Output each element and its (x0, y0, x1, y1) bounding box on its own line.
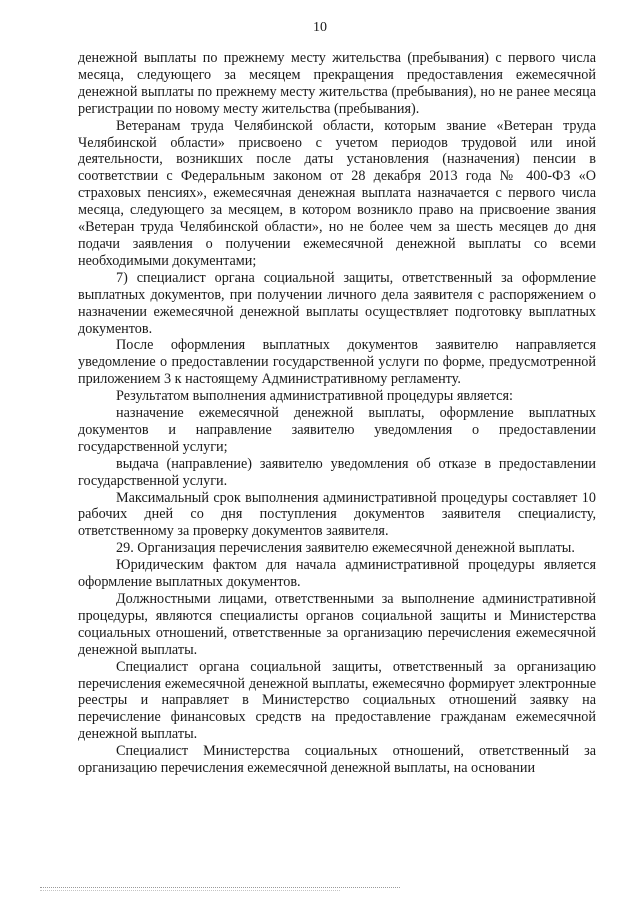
paragraph-result-refusal: выдача (направление) заявителю уведомления об отказе в предоставлении государственной услуги. (78, 455, 596, 489)
page-number: 10 (313, 20, 327, 35)
paragraph-notification: После оформления выплатных документов заявителю направляется уведомление о предоставлении государственной услуги по форме, предусмотренной приложением 3 к настоящему Административному регламенту. (78, 337, 596, 388)
paragraph-result-assignment: назначение ежемесячной денежной выплаты, оформление выплатных документов и направление заявителю уведомления о предоставлении государственной услуги; (78, 405, 596, 455)
paragraph-continuation: денежной выплаты по прежнему месту жительства (пребывания) с первого числа месяца, следующего за месяцем прекращения предоставления ежемесячной денежной выплаты по прежнему месту жительства (пребывания), но не ранее месяца регистрации по новому месту жительства (пребывания). (78, 50, 596, 117)
paragraph-result-heading: Результатом выполнения административной процедуры является: (116, 388, 513, 405)
paragraph-ministry-specialist: Специалист Министерства социальных отношений, ответственный за организацию перечисления ежемесячной денежной выплаты, на основании (78, 743, 596, 777)
paragraph-veterans-labor: Ветеранам труда Челябинской области, которым звание «Ветеран труда Челябинской области» присвоено с учетом периодов трудовой или иной деятельности, возникших после даты установления (назначения) пенсии в соответствии с Федеральным законом от 28 декабря 2013 года № 400-ФЗ «О страховых пенсиях», ежемесячная денежная выплата назначается с первого числа месяца, следующего за месяцем, в котором возникло право на присвоение звания «Ветеран труда Челябинской области», но не более чем за шесть месяцев до дня подачи заявления о получении ежемесячной денежной выплаты со всеми необходимыми документами; (78, 117, 596, 269)
paragraph-officials: Должностными лицами, ответственными за выполнение административной процедуры, являются специалисты органов социальной защиты и Министерства социальных отношений, ответственные за организацию перечисления ежемесячной денежной выплаты. (78, 591, 596, 658)
paragraph-item-7: 7) специалист органа социальной защиты, ответственный за оформление выплатных документов, при получении личного дела заявителя с распоряжением о назначении ежемесячной денежной выплаты осуществляет подготовку выплатных документов. (78, 269, 596, 337)
document-body (78, 50, 596, 777)
footer-divider-secondary (40, 890, 340, 891)
footer-divider (40, 887, 400, 888)
paragraph-legal-fact: Юридическим фактом для начала административной процедуры является оформление выплатных документов. (78, 557, 596, 591)
paragraph-max-term: Максимальный срок выполнения административной процедуры составляет 10 рабочих дней со дня поступления документов заявителя специалисту, ответственному за проверку документов заявителя. (78, 489, 596, 540)
paragraph-registries: Специалист органа социальной защиты, ответственный за организацию перечисления ежемесячной денежной выплаты, ежемесячно формирует электронные реестры и направляет в Министерство социальных отношений заявку на перечисление финансовых средств на предоставление гражданам ежемесячной денежной выплаты. (78, 658, 596, 743)
paragraph-section-29: 29. Организация перечисления заявителю ежемесячной денежной выплаты. (116, 540, 575, 557)
